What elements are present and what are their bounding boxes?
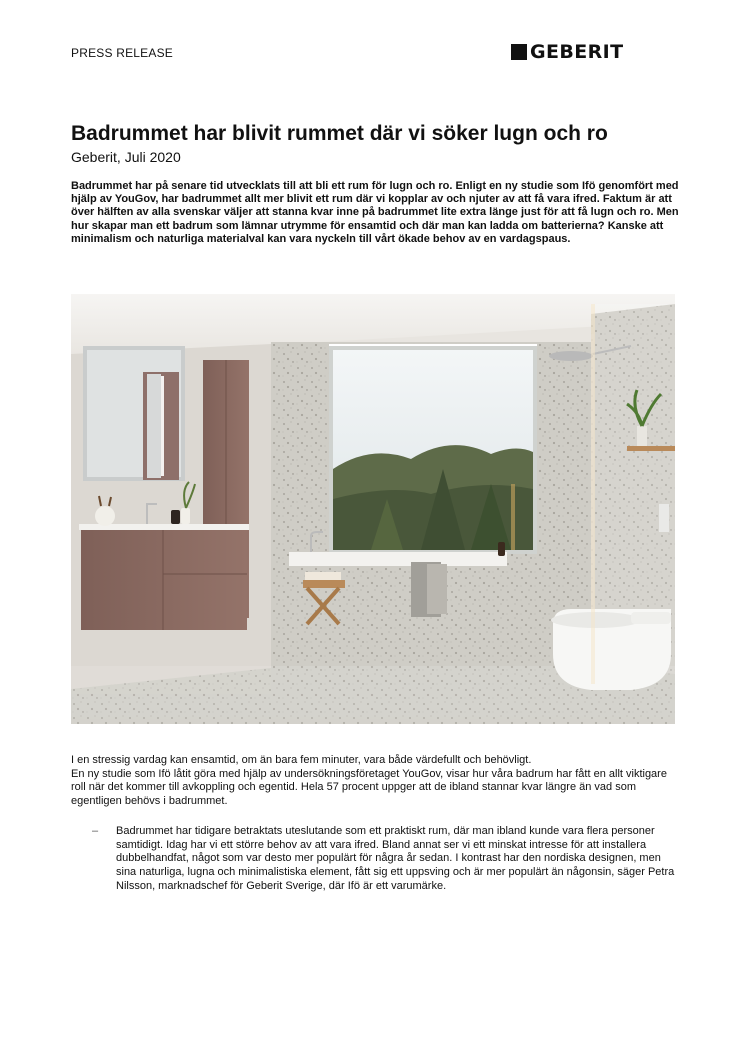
quote-bullet (92, 825, 682, 894)
lead-paragraph: Badrummet har på senare tid utvecklats till att bli ett rum för lugn och ro. Enligt en ny studie som Ifö genomfört med hjälp av YouGov, har badrummet allt mer blivit ett rum där vi kopplar av och njuter av att få vara ifred. Faktum är att över hälften av alla svenskar väljer att stanna kvar inne på badrummet lite extra länge just för att få lugn och ro. Men hur skapar man ett badrum som lämnar utrymme för ensamtid och där man kan ladda om batterierna? Kanske att minimalism och naturliga materialval kan vara nyckeln till vårt ökade behov av en vardagspaus. (71, 180, 679, 245)
article-byline: Geberit, Juli 2020 (71, 149, 181, 165)
logo-square-icon (511, 44, 527, 60)
bullet-quote-text: Badrummet har tidigare betraktats uteslutande som ett praktiskt rum, där man ibland kunde vara flera personer samtidigt. Idag har vi ett större behov av att vara ifred. Bland annat ser vi ett minskat intresse för att installera dubbelhandfat, något som var desto mer populärt för några år sedan. I kontrast har den nordiska designen, men sina naturliga, lugna och minimalistiska element, fått sig ett uppsving och är mer populärt än någonsin, säger Petra Nilsson, marknadschef för Geberit Sverige, där Ifö är ett varumärke. (116, 825, 675, 892)
bullet-dash-icon: – (92, 825, 99, 837)
bathroom-photo (71, 294, 675, 724)
body-line-2: En ny studie som Ifö låtit göra med hjälp av undersökningsföretaget YouGov, visar hur våra badrum har fått en allt viktigare roll när det kommer till avkoppling och egentid. Hela 57 procent uppger att de ibland stannar kvar längre än vad som egentligen behövs i badrummet. (71, 767, 667, 807)
logo-wordmark: GEBERIT (530, 41, 624, 63)
page-title: Badrummet har blivit rummet där vi söker lugn och ro (71, 122, 608, 145)
geberit-logo (511, 42, 624, 62)
body-line-1: I en stressig vardag kan ensamtid, om än bara fem minuter, vara både värdefullt och behövligt. (71, 754, 532, 766)
press-release-label: PRESS RELEASE (71, 46, 173, 60)
body-paragraph (71, 754, 681, 808)
